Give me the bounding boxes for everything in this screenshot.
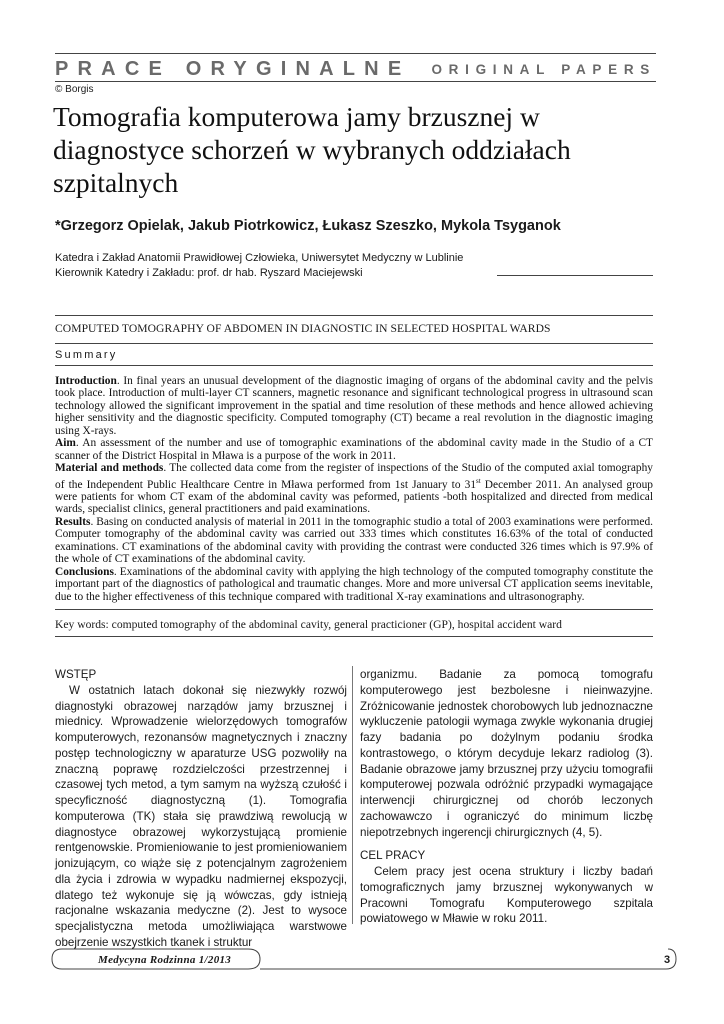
english-title: COMPUTED TOMOGRAPHY OF ABDOMEN IN DIAGNOSTIC IN SELECTED HOSPITAL WARDS xyxy=(55,322,551,335)
english-title-bottom-rule xyxy=(55,343,653,344)
english-title-top-rule xyxy=(55,315,653,316)
abstract-introduction-label: Introduction xyxy=(55,375,117,387)
affiliation-line: Katedra i Zakład Anatomii Prawidłowej Człowieka, Uniwersytet Medyczny w Lublinie xyxy=(55,252,464,264)
author-list: *Grzegorz Opielak, Jakub Piotrkowicz, Łukasz Szeszko, Mykola Tsyganok xyxy=(55,218,561,234)
keywords-top-rule xyxy=(55,609,653,610)
summary-heading: Summary xyxy=(55,349,118,361)
abstract-introduction-text: . In final years an unusual development of the diagnostic imaging of organs of the abdominal cavity and the pelvis took place. Introduction of multi-layer CT scanners, magnetic resonance and significant technological progress in ultrasound scan technology allowed the significant improvement in the spatial and time resolution of these methods and hence allowed achieving higher sensitivity and the diagnostic specificity. Computed tomography (CT) became a real revolution in the diagnostic imaging using X-rays. xyxy=(55,375,653,437)
affiliation-rule xyxy=(497,275,653,276)
abstract-methods-text: . The collected data come from the register of inspections of the Studio of the computed axial tomography of the Independent Public Healthcare Centre in Mława performed from 1st January to 31 xyxy=(55,462,653,491)
footer-journal-name: Medycyna Rodzinna 1/2013 xyxy=(98,954,232,966)
column-divider xyxy=(352,666,353,924)
summary-rule xyxy=(55,365,653,366)
section-label-pl: PRACE ORYGINALNE xyxy=(55,58,411,80)
article-title: Tomografia komputerowa jamy brzusznej w diagnostyce schorzeń w wybranych oddziałach szpitalnych xyxy=(53,101,571,198)
aim-paragraph: Celem pracy jest ocena struktury i liczby badań tomograficznych jamy brzusznej wykonywanych w Pracowni Tomografu Komputerowego szpitala powiatowego w Mławie w roku 2011. xyxy=(360,865,653,926)
intro-paragraph-continuation: organizmu. Badanie za pomocą tomografu komputerowego jest bezbolesne i nieinwazyjne. Zróżnicowanie jednostek chorobowych lub jednoznaczne wykluczenie patologii wymaga zwykle wykonania drugiej fazy badania po dożylnym podaniu środka kontrastowego, o którym decyduje lekarz radiolog (3). Badanie obrazowe jamy brzusznej przy użyciu tomografii komputerowej pozwala odróżnić przypadki wymagające interwencji chirurgicznej od chorób leczonych zachowawczo i ograniczyć do minimum liczbę niepotrzebnych ingerencji chirurgicznych (4, 5). xyxy=(360,668,653,839)
abstract-conclusions xyxy=(55,566,653,603)
abstract-methods-superscript: st xyxy=(476,476,481,485)
abstract-results-text: . Basing on conducted analysis of material in 2011 in the tomographic studio a total of 2003 examinations were performed. Computer tomography of the abdominal cavity was carried out 333 times which constitutes 16.63% of the total of conducted examinations. CT examinations of the abdominal cavity with providing the contrast were conducted 326 times which is 97.9% of the whole of CT examinations of the abdominal cavity. xyxy=(55,515,653,566)
abstract-conclusions-text: . Examinations of the abdominal cavity with applying the high technology of the computed tomography constitute the important part of the diagnostics of pathological and traumatic changes. More and more universal CT application seems inevitable, due to the higher effectiveness of this technique compared with traditional X-ray examinations and ultrasonography. xyxy=(55,565,653,603)
affiliation-head-line: Kierownik Katedry i Zakładu: prof. dr hab. Ryszard Maciejewski xyxy=(55,267,363,279)
abstract-aim-label: Aim xyxy=(55,437,76,450)
abstract-aim-text: . An assessment of the number and use of tomographic examinations of the abdominal cavity made in the Studio of a CT scanner of the District Hospital in Mława is a purpose of the work in 2011. xyxy=(55,437,653,462)
abstract-methods-label: Material and methods xyxy=(55,462,164,475)
abstract-results-label: Results xyxy=(55,515,91,528)
abstract-conclusions-label: Conclusions xyxy=(55,565,114,578)
section-label-en: ORIGINAL PAPERS xyxy=(431,62,656,77)
body-right-column xyxy=(360,667,653,927)
abstract-methods-text-cont: December 2011. An analysed group were patients for whom CT exam of the abdominal cavity was peformed, patients -both hospitalized and directed from medical wards, specialist clinics, general practitioners and paid examinations. xyxy=(55,478,653,516)
abstract xyxy=(55,375,653,603)
keywords: Key words: computed tomography of the abdominal cavity, general practicioner (GP), hospital accident ward xyxy=(55,618,562,631)
body-left-column xyxy=(55,667,347,951)
header-top-rule xyxy=(55,53,656,54)
keywords-bottom-rule xyxy=(55,636,653,637)
abstract-introduction xyxy=(55,375,653,437)
abstract-methods xyxy=(55,462,653,516)
header-bottom-rule xyxy=(55,81,656,82)
copyright-notice: © Borgis xyxy=(55,84,94,95)
section-header xyxy=(55,58,656,80)
abstract-results xyxy=(55,516,653,566)
affiliation-block xyxy=(55,251,463,281)
section-heading-aim: CEL PRACY xyxy=(360,849,426,863)
section-heading-intro: WSTĘP xyxy=(55,668,97,681)
page-number: 3 xyxy=(664,954,671,966)
abstract-aim xyxy=(55,437,653,462)
intro-paragraph: W ostatnich latach dokonał się niezwykły rozwój diagnostyki obrazowej narządów jamy brzusznej i miednicy. Wprowadzenie wielorzędowych tomografów komputerowych, rezonansów magnetycznych i znaczny postęp technologiczny w aparaturze USG pozwoliły na znaczną poprawę rozdzielczości przestrzennej i czasowej tych metod, a tym samym na wyższą czułość i specyficzność diagnostyczną (1). Tomografia komputerowa (TK) stała się prawdziwą rewolucją w diagnostyce obrazowej wykorzystującą promienie rentgenowskie. Promieniowanie to jest promieniowaniem jonizującym, co wiąże się z potencjalnym zagrożeniem dla życia i zdrowia w wypadku nadmiernej ekspozycji, dlatego też wykonuje się ją wówczas, gdy istnieją racjonalne wskazania medyczne (2). Jest to wysoce specjalistyczna metoda umożliwiająca warstwowe obejrzenie wszystkich tkanek i struktur xyxy=(55,683,347,949)
